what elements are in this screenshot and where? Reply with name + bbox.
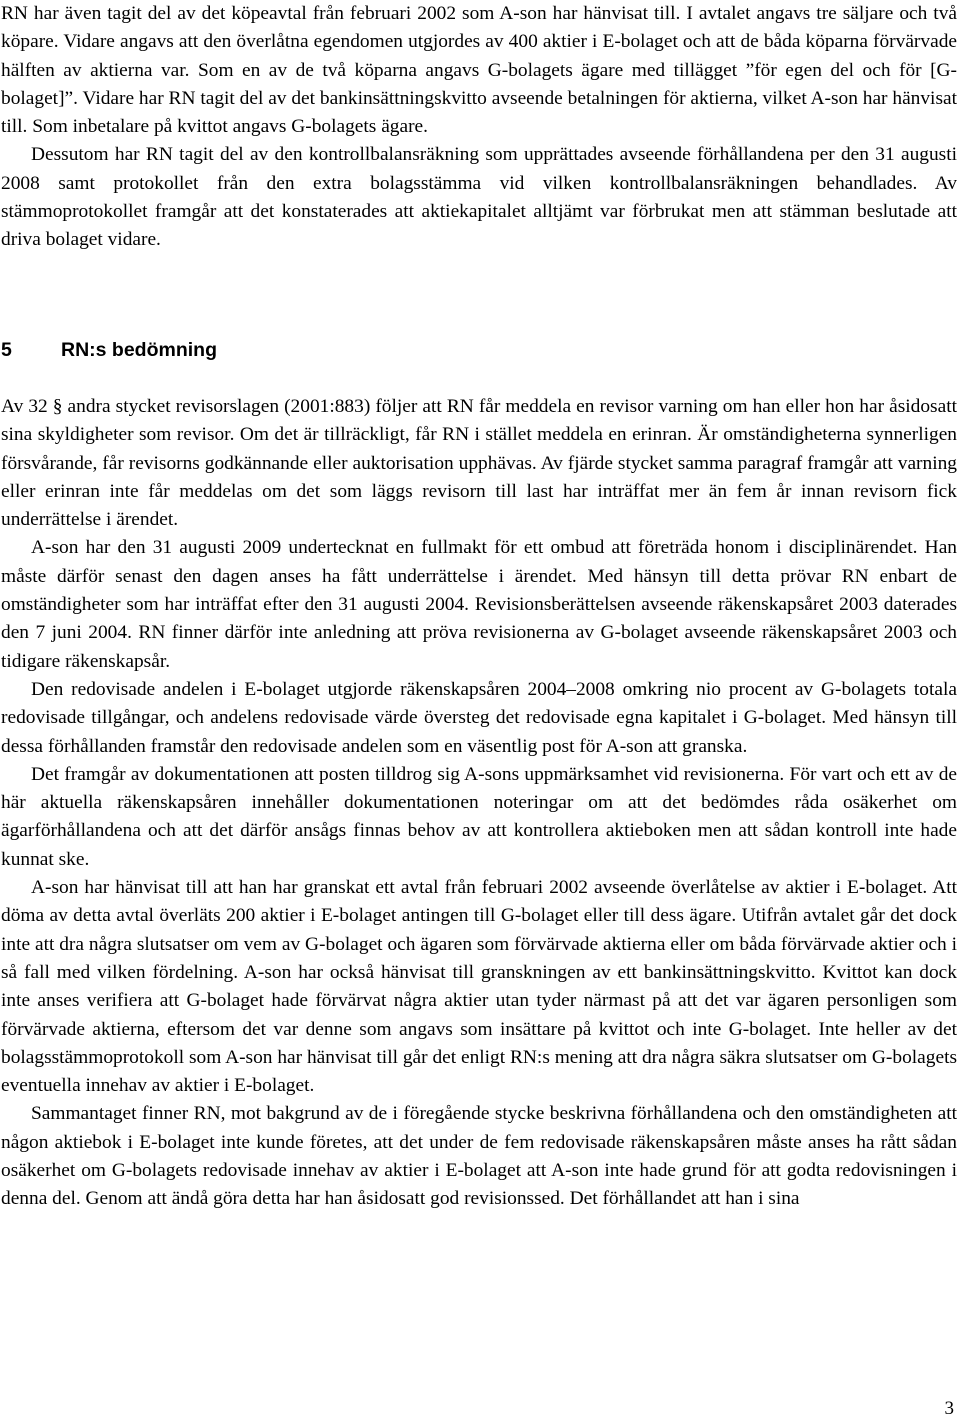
paragraph-avtal-granskning: A-son har hänvisat till att han har granskat ett avtal från februari 2002 avseende överlåtelse av aktier i E-bolaget. Att döma av detta avtal överläts 200 aktier i E-bolaget antingen till G-bolaget eller till dess ägare. Utifrån avtalet går det dock inte att dra några slutsatser om vem av G-bolaget och ägaren som förvärvade aktierna eller om båda förvärvade aktier och i så fall med vilken fördelning. A-son har också hänvisat till granskningen av ett bankinsättningskvitto. Kvittot kan dock inte anses verifiera att G-bolaget hade förvärvat några aktier utan tyder närmast på att det var ägaren personligen som förvärvade aktierna, eftersom det var denne som angavs som insättare på kvittot och inte G-bolaget. Inte heller av det bolagsstämmoprotokoll som A-son har hänvisat till går det enligt RN:s mening att dra några säkra slutsatser om G-bolagets eventuella innehav av aktier i E-bolaget. bbox=[1, 877, 957, 1097]
paragraph-dokumentationen: Det framgår av dokumentationen att posten tilldrog sig A-sons uppmärksamhet vid revisionerna. För vart och ett av de här aktuella räkenskapsåren innehåller dokumentationen noteringar om att det bedömdes råda osäkerhet om ägarförhållandena och att det därför ansågs finnas behov av att kontrollera aktieboken men att sådan kontroll inte hade kunnat ske. bbox=[1, 763, 957, 870]
intro-section bbox=[1, 0, 957, 255]
assessment-section bbox=[1, 393, 957, 1214]
paragraph-kontrollbalansrakning: Dessutom har RN tagit del av den kontrollbalansräkning som upprättades avseende förhållandena per den 31 augusti 2008 samt protokollet från den extra bolagsstämma vid vilken kontrollbalansräkningen behandlades. Av stämmoprotokollet framgår att det konstaterades att aktiekapitalet alltjämt var förbrukat men att stämman beslutade att driva bolaget vidare. bbox=[1, 144, 957, 251]
paragraph-legal-basis: Av 32 § andra stycket revisorslagen (2001:883) följer att RN får meddela en revisor varning om han eller hon har åsidosatt sina skyldigheter som revisor. Om det är tillräckligt, får RN i stället meddela en erinran. Är omständigheterna synnerligen försvårande, får revisorns godkännande eller auktorisation upphävas. Av fjärde stycket samma paragraf framgår att varning eller erinran inte får meddelas om det som läggs revisorn till last har inträffat mer än fem år innan revisorn fick underrättelse i ärendet. bbox=[1, 396, 957, 531]
paragraph-sammantaget: Sammantaget finner RN, mot bakgrund av de i föregående stycke beskrivna förhållandena och den omständigheten att någon aktiebok i E-bolaget inte kunde företes, att det under de fem redovisade räkenskapsåren måste anses ha rått sådan osäkerhet om G-bolagets redovisade innehav av aktier i E-bolaget att A-son inte hade grund för att godta redovisningen i denna del. Genom att ändå göra detta har han åsidosatt god revisionssed. Det förhållandet att han i sina bbox=[1, 1103, 957, 1210]
paragraph-kopeavtal: RN har även tagit del av det köpeavtal från februari 2002 som A-son har hänvisat till. I avtalet angavs tre säljare och två köpare. Vidare angavs att den överlåtna egendomen utgjordes av 400 aktier i E-bolaget och att de båda köparna förvärvade hälften av aktierna var. Som en av de två köparna angavs G-bolagets ägare med tillägget ”för egen del och för [G-bolaget]”. Vidare har RN tagit del av det bankinsättningskvitto avseende betalningen för aktierna, vilket A-son har hänvisat till. Som inbetalare på kvittot angavs G-bolagets ägare. bbox=[1, 3, 957, 138]
paragraph-fullmakt: A-son har den 31 augusti 2009 undertecknat en fullmakt för ett ombud att företräda honom i disciplinärendet. Han måste därför senast den dagen anses ha fått underrättelse i ärendet. Med hänsyn till detta prövar RN enbart de omständigheter som har inträffat efter den 31 augusti 2004. Revisionsberättelsen avseende räkenskapsåret 2003 daterades den 7 juni 2004. RN finner därför inte anledning att pröva revisionerna av G-bolaget avseende räkenskapsåret 2003 och tidigare räkenskapsår. bbox=[1, 537, 957, 672]
section-title: RN:s bedömning bbox=[61, 339, 217, 361]
section-heading bbox=[1, 337, 217, 363]
page-number: 3 bbox=[944, 1398, 954, 1419]
paragraph-redovisade-andelen: Den redovisade andelen i E-bolaget utgjorde räkenskapsåren 2004–2008 omkring nio procent av G-bolagets totala redovisade tillgångar, och andelens redovisade värde översteg det redovisade egna kapitalet i G-bolaget. Med hänsyn till dessa förhållanden framstår den redovisade andelen som en väsentlig post för A-son att granska. bbox=[1, 678, 957, 757]
section-number: 5 bbox=[1, 339, 12, 361]
